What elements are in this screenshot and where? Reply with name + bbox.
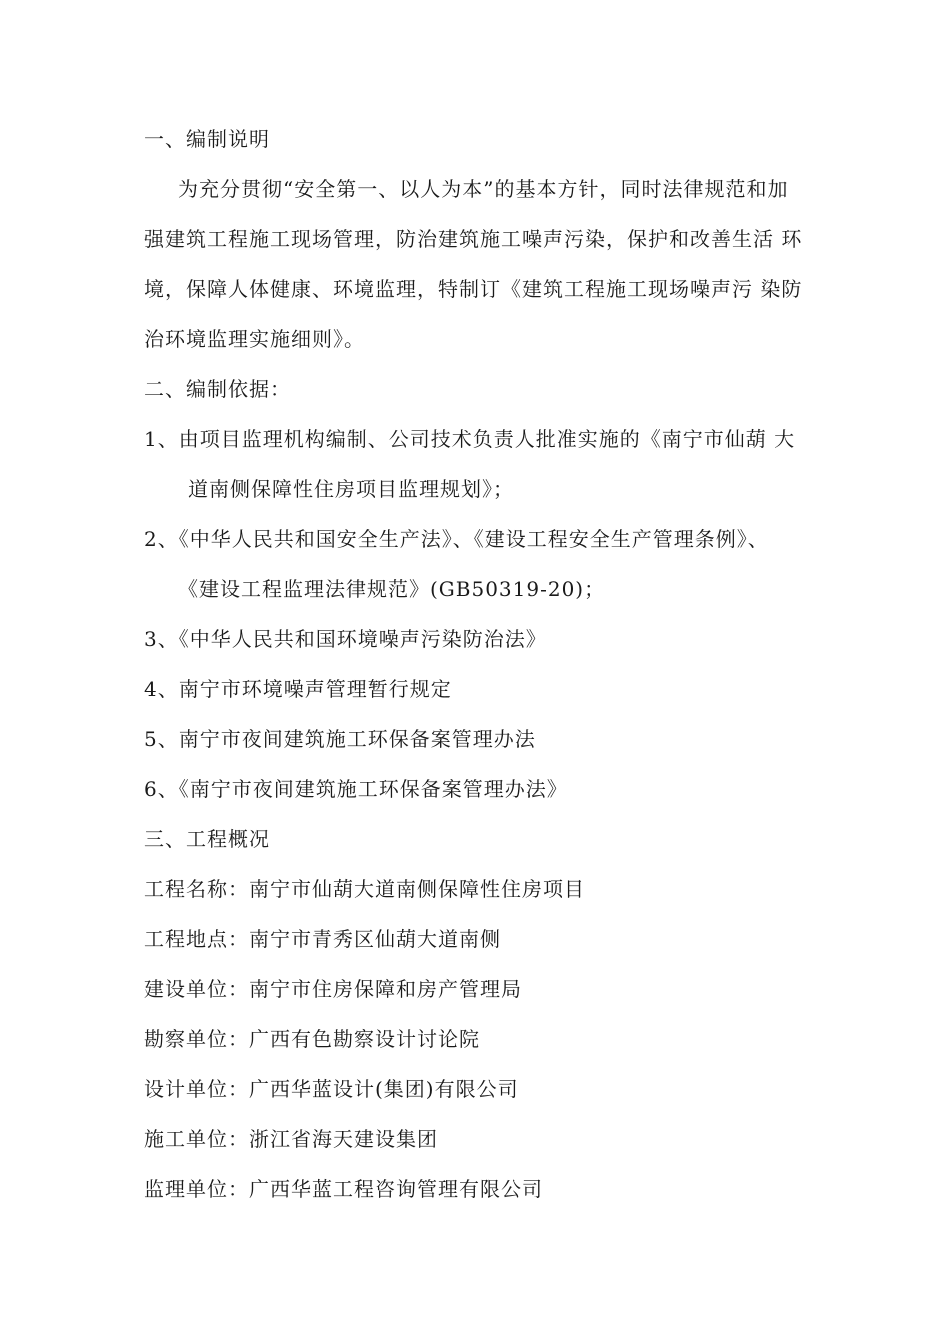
basis-list-item: 6、《南宁市夜间建筑施工环保备案管理办法》: [144, 777, 568, 801]
paragraph-line: 为充分贯彻“安全第一、以人为本”的基本方针，同时法律规范和加: [178, 177, 789, 201]
project-field-supervisor: 监理单位：广西华蓝工程咨询管理有限公司: [144, 1177, 543, 1201]
section-heading-compilation-basis: 二、编制依据：: [144, 377, 291, 401]
basis-list-item: 2、《中华人民共和国安全生产法》、《建设工程安全生产管理条例》、: [144, 527, 769, 551]
paragraph-line: 强建筑工程施工现场管理，防治建筑施工噪声污染，保护和改善生活 环: [144, 227, 803, 251]
basis-list-item: 5、南宁市夜间建筑施工环保备案管理办法: [144, 727, 536, 751]
project-field-survey: 勘察单位：广西有色勘察设计讨论院: [144, 1027, 480, 1051]
project-field-contractor: 施工单位：浙江省海天建设集团: [144, 1127, 438, 1151]
basis-list-item-continuation: 道南侧保障性住房项目监理规划》；: [188, 477, 514, 501]
project-field-name: 工程名称：南宁市仙葫大道南侧保障性住房项目: [144, 877, 585, 901]
basis-list-item: 4、南宁市环境噪声管理暂行规定: [144, 677, 452, 701]
basis-list-item: 3、《中华人民共和国环境噪声污染防治法》: [144, 627, 547, 651]
paragraph-line: 治环境监理实施细则》。: [144, 327, 365, 351]
section-heading-compilation-notes: 一、编制说明: [144, 127, 270, 151]
basis-list-item: 1、由项目监理机构编制、公司技术负责人批准实施的《南宁市仙葫 大: [144, 427, 796, 451]
section-heading-project-overview: 三、工程概况: [144, 827, 270, 851]
paragraph-line: 境，保障人体健康、环境监理，特制订《建筑工程施工现场噪声污 染防: [144, 277, 803, 301]
basis-list-item-continuation: 《建设工程监理法律规范》(GB50319-20)；: [178, 577, 606, 601]
project-field-location: 工程地点：南宁市青秀区仙葫大道南侧: [144, 927, 501, 951]
project-field-owner: 建设单位：南宁市住房保障和房产管理局: [144, 977, 522, 1001]
project-field-design: 设计单位：广西华蓝设计(集团)有限公司: [144, 1077, 519, 1101]
